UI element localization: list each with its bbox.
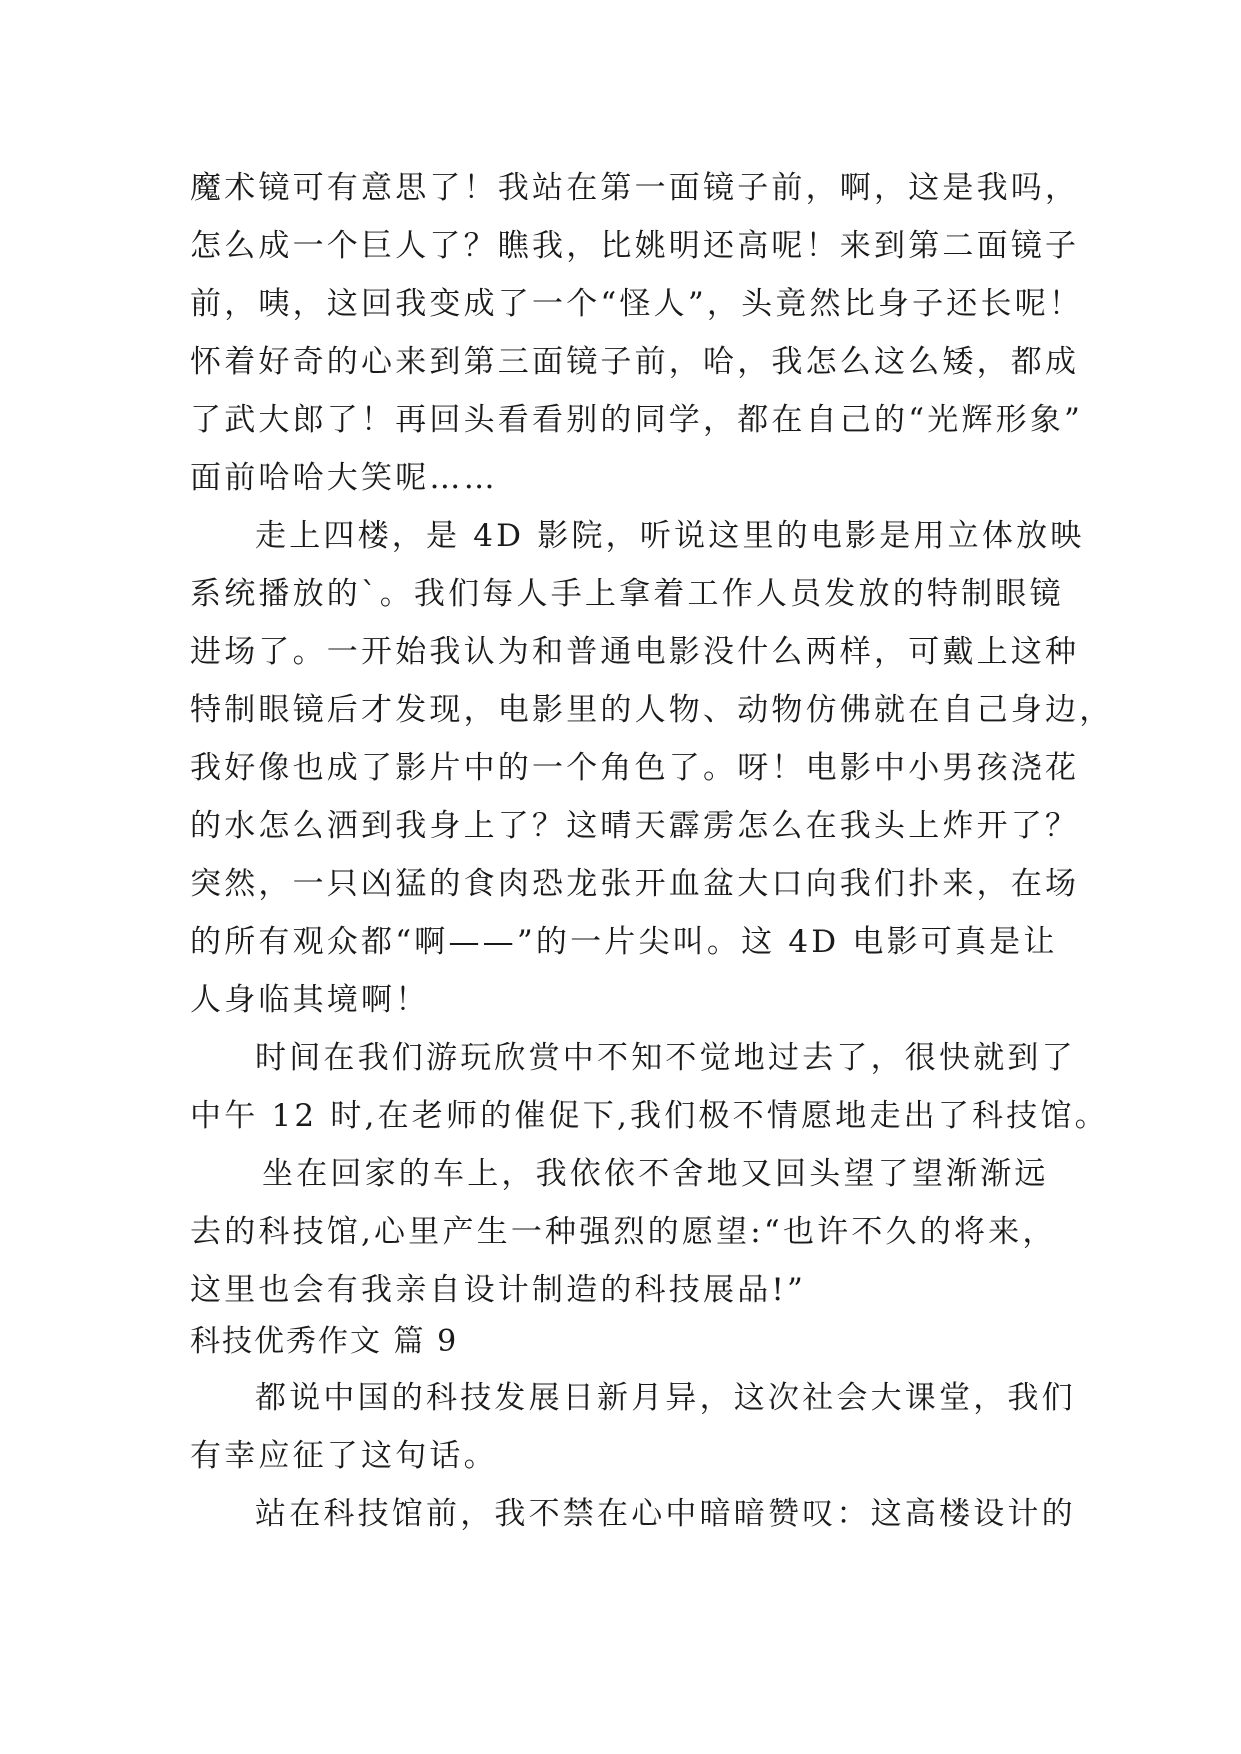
text-line: 去的科技馆,心里产生一种强烈的愿望:“也许不久的将来，: [190, 1214, 1057, 1250]
text-line: 特制眼镜后才发现，电影里的人物、动物仿佛就在自己身边，: [190, 692, 1114, 728]
text-line: 都说中国的科技发展日新月异，这次社会大课堂，我们: [255, 1380, 1076, 1416]
text-line: 时间在我们游玩欣赏中不知不觉地过去了，很快就到了: [255, 1040, 1076, 1076]
text-line: 前，咦，这回我变成了一个“怪人”，头竟然比身子还长呢！: [190, 286, 1084, 322]
text-line: 的所有观众都“啊——”的一片尖叫。这 4D 电影可真是让: [190, 924, 1058, 960]
text-line: 面前哈哈大笑呢……: [190, 460, 498, 496]
text-line: 站在科技馆前，我不禁在心中暗暗赞叹：这高楼设计的: [255, 1496, 1076, 1532]
section-heading: 科技优秀作文 篇 9: [190, 1324, 459, 1359]
text-line: 我好像也成了影片中的一个角色了。呀！电影中小男孩浇花: [190, 750, 1080, 786]
text-line: 人身临其境啊！: [190, 982, 430, 1018]
text-line: 的水怎么洒到我身上了？这晴天霹雳怎么在我头上炸开了？: [190, 808, 1080, 844]
text-line: 坐在回家的车上，我依依不舍地又回头望了望渐渐远: [262, 1156, 1049, 1192]
text-line: 这里也会有我亲自设计制造的科技展品!”: [190, 1272, 807, 1308]
text-line: 怎么成一个巨人了？瞧我，比姚明还高呢！来到第二面镜子: [190, 228, 1080, 264]
text-line: 魔术镜可有意思了！我站在第一面镜子前，啊，这是我吗，: [190, 170, 1080, 206]
text-line: 有幸应征了这句话。: [190, 1438, 498, 1474]
text-line: 走上四楼，是 4D 影院，听说这里的电影是用立体放映: [255, 518, 1085, 554]
text-line: 进场了。一开始我认为和普通电影没什么两样，可戴上这种: [190, 634, 1080, 670]
text-line: 突然，一只凶猛的食肉恐龙张开血盆大口向我们扑来，在场: [190, 866, 1080, 902]
text-line: 系统播放的`。我们每人手上拿着工作人员发放的特制眼镜: [190, 576, 1064, 612]
text-line: 了武大郎了！再回头看看别的同学，都在自己的“光辉形象”: [190, 402, 1084, 438]
text-line: 怀着好奇的心来到第三面镜子前，哈，我怎么这么矮，都成: [190, 344, 1080, 380]
text-line: 中午 12 时,在老师的催促下,我们极不情愿地走出了科技馆。: [190, 1098, 1109, 1134]
